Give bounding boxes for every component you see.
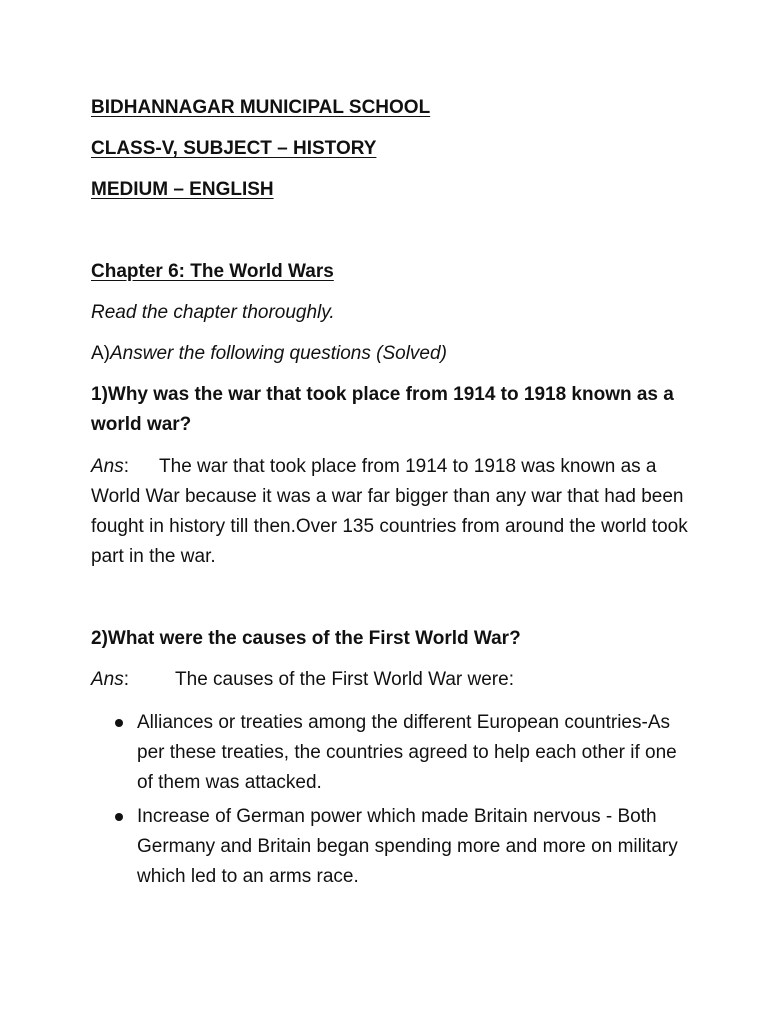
answer-2-label: Ans — [91, 669, 124, 690]
answer-1-label: Ans — [91, 456, 124, 477]
bullet-icon — [115, 719, 123, 727]
section-prefix: A) — [91, 343, 110, 364]
list-item-text: Increase of German power which made Britain nervous - Both Germany and Britain began spending more and more on military which led to an arms race. — [137, 806, 678, 887]
question-1-text: 1)Why was the war that took place from 1914 to 1918 known as a world war? — [91, 384, 674, 435]
question-2 — [91, 624, 691, 654]
causes-list — [91, 708, 691, 896]
question-1 — [91, 380, 691, 440]
list-item — [91, 708, 691, 798]
section-heading — [91, 339, 447, 369]
class-subject: CLASS-V, SUBJECT – HISTORY — [91, 138, 377, 159]
medium: MEDIUM – ENGLISH — [91, 179, 274, 200]
section-label: Answer the following questions (Solved) — [110, 343, 447, 364]
answer-2-text: Ans: The causes of the First World War were: — [91, 669, 514, 690]
list-item — [91, 802, 691, 892]
school-name: BIDHANNAGAR MUNICIPAL SCHOOL — [91, 97, 431, 118]
list-item-text: Alliances or treaties among the different European countries-As per these treaties, the countries agreed to help each other if one of them was attacked. — [137, 712, 677, 793]
question-2-text: 2)What were the causes of the First World War? — [91, 628, 521, 649]
answer-2-body: The causes of the First World War were: — [175, 669, 514, 690]
chapter-instruction: Read the chapter thoroughly. — [91, 302, 335, 323]
answer-1-text: Ans: The war that took place from 1914 to 1918 was known as a World War because it was a war far bigger than any war that had been fought in history till then.Over 135 countries from around the world took part in the war. — [91, 456, 688, 567]
bullet-icon — [115, 813, 123, 821]
answer-2 — [91, 665, 691, 695]
answer-1-body: The war that took place from 1914 to 1918 was known as a World War because it was a war far bigger than any war that had been fought in history till then.Over 135 countries from around the world took part in the war. — [91, 456, 688, 567]
answer-1 — [91, 452, 691, 572]
chapter-title: Chapter 6: The World Wars — [91, 261, 334, 282]
